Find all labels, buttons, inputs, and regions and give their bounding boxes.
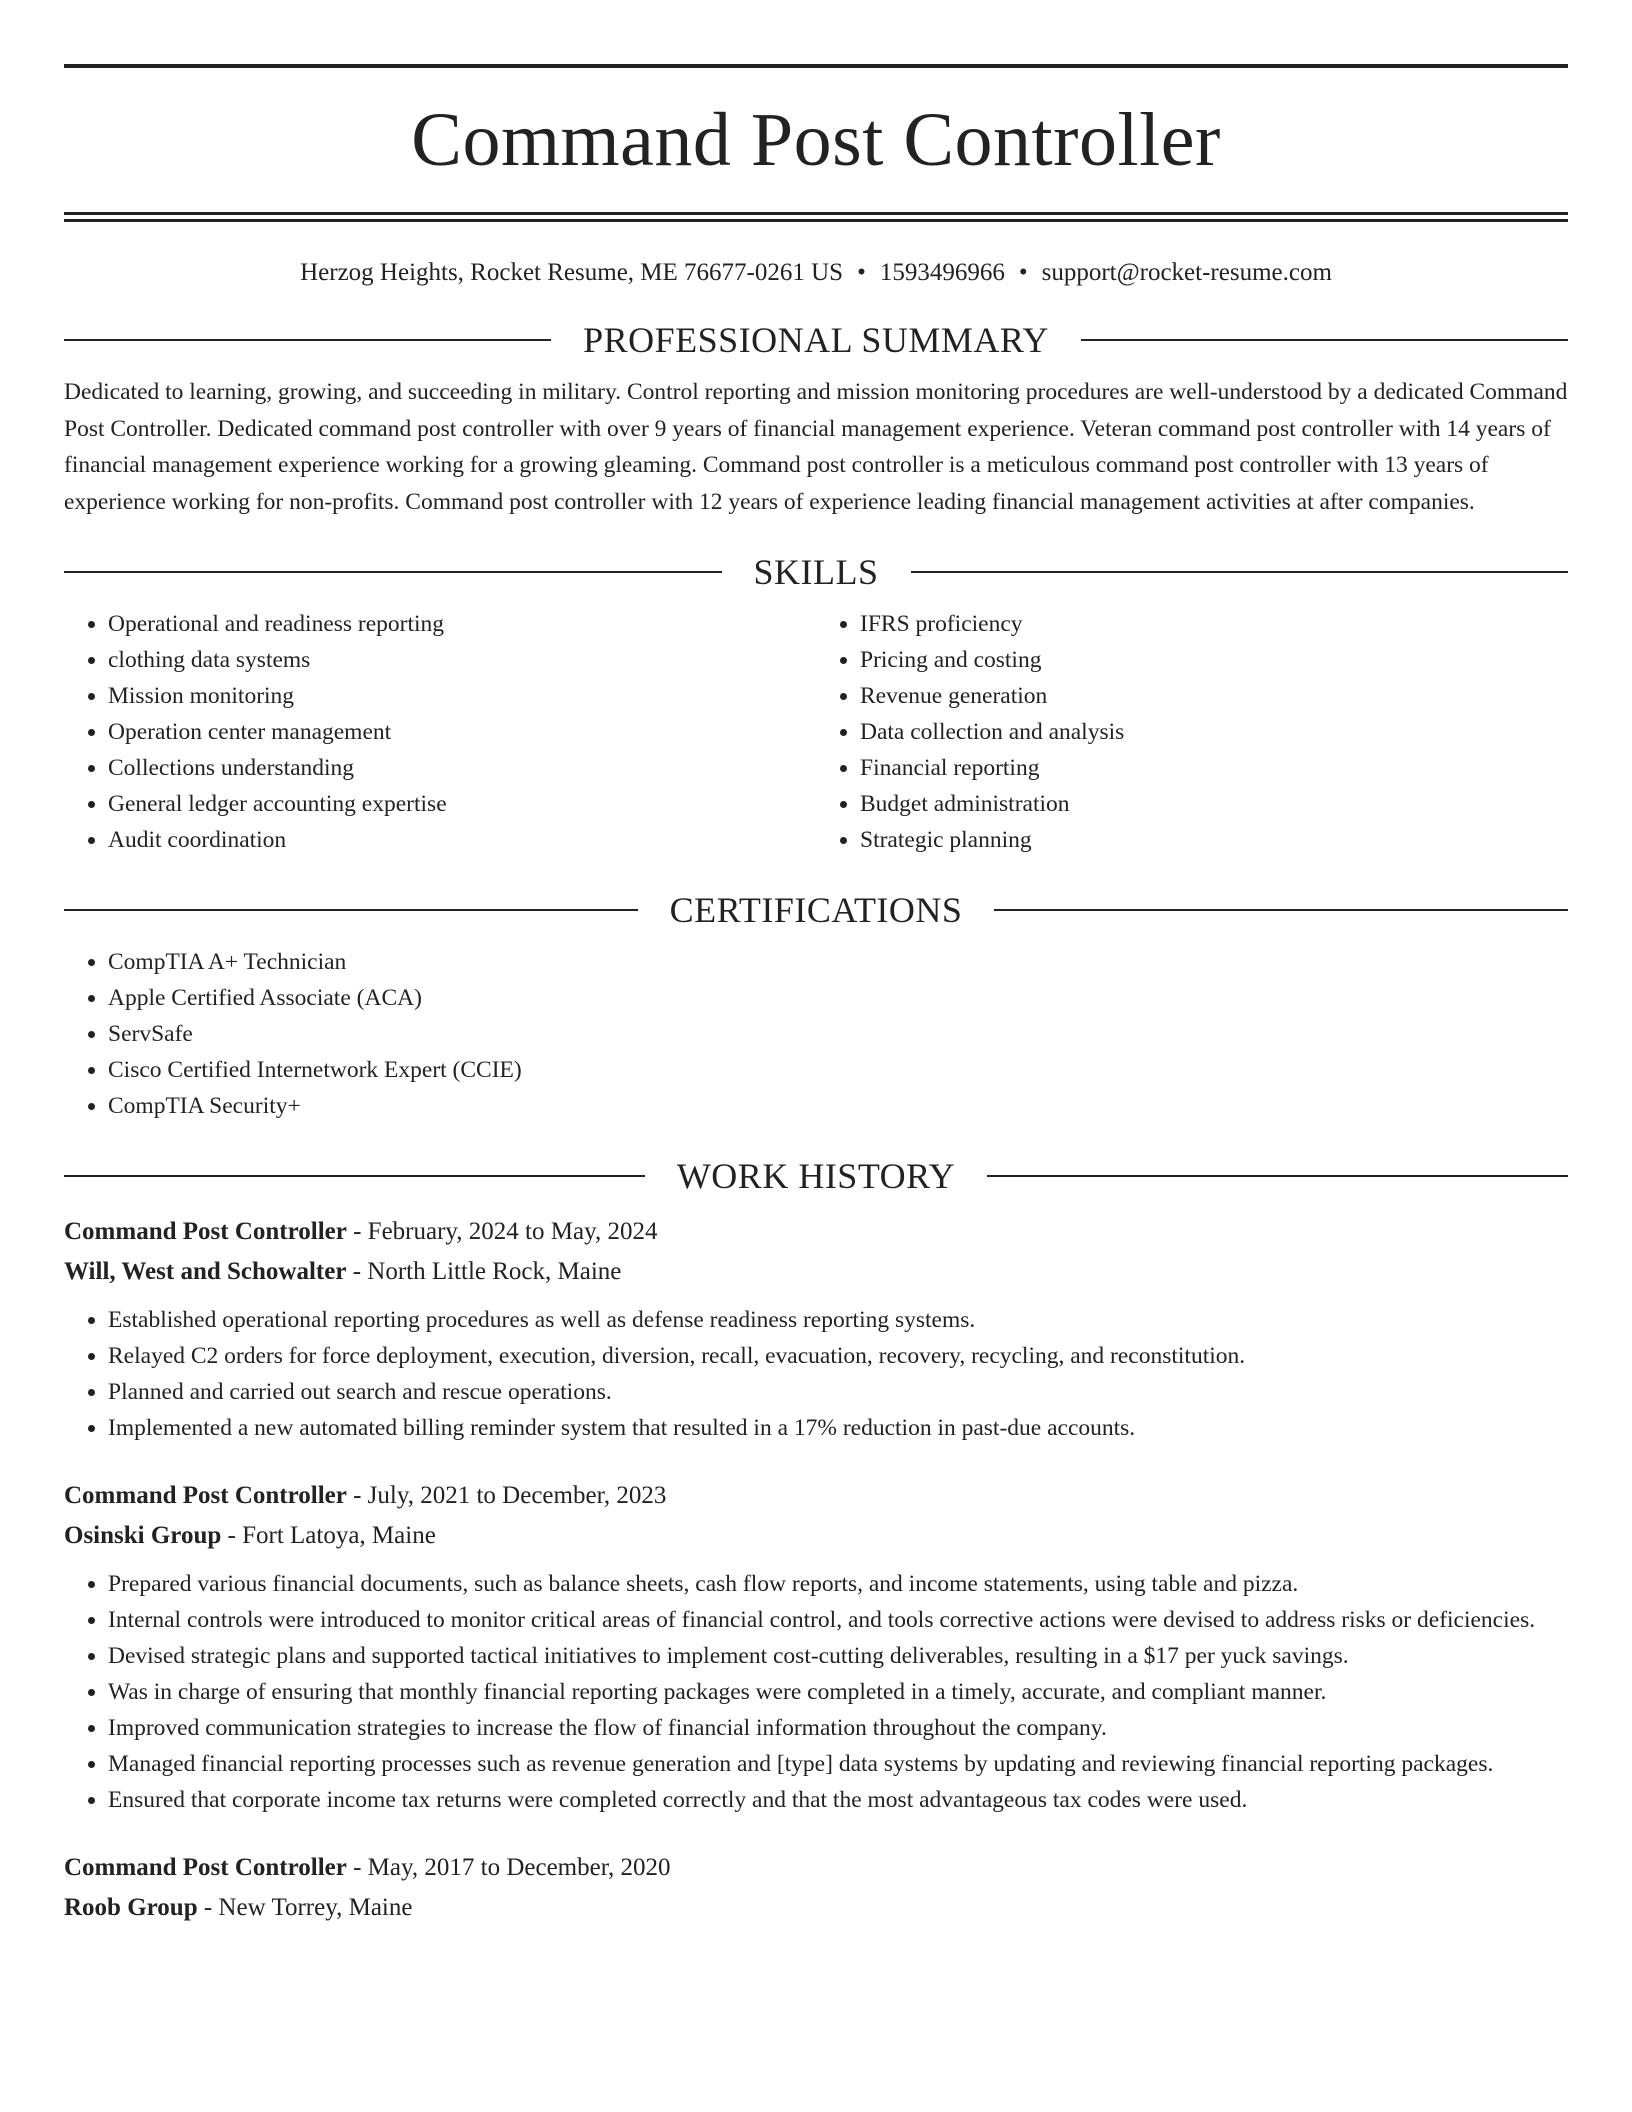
skill-item: • Audit coordination [108, 822, 816, 858]
work-heading: WORK HISTORY [676, 1156, 956, 1196]
job-title: Command Post Controller [64, 1482, 347, 1509]
resume-page [64, 64, 1568, 1928]
job-company-line [64, 1516, 1568, 1556]
job-location: - New Torrey, Maine [203, 1894, 413, 1921]
skill-item: • General ledger accounting expertise [108, 786, 816, 822]
job-title: Command Post Controller [64, 1218, 347, 1245]
job-bullet: • Devised strategic plans and supported tactical initiatives to implement cost-cutting deliverables, resulting in a $17 per yuck savings. [108, 1638, 1568, 1674]
job-title: Command Post Controller [64, 1854, 347, 1881]
summary-heading: PROFESSIONAL SUMMARY [583, 320, 1049, 360]
heading-rule-right [911, 571, 1569, 573]
job-bullet: • Was in charge of ensuring that monthly financial reporting packages were completed in a timely, accurate, and compliant manner. [108, 1674, 1568, 1710]
skills-columns [64, 606, 1568, 858]
top-rule [64, 64, 1568, 68]
job-dates: - February, 2024 to May, 2024 [353, 1218, 658, 1245]
contact-phone: 1593496966 [879, 259, 1005, 286]
resume-name: Command Post Controller [411, 98, 1221, 182]
heading-rule-right [987, 1175, 1568, 1177]
certification-item: • CompTIA Security+ [108, 1088, 1568, 1124]
summary-heading-row [64, 318, 1568, 362]
certification-item: • CompTIA A+ Technician [108, 944, 1568, 980]
job-company-line [64, 1888, 1568, 1928]
skill-item: • Operational and readiness reporting [108, 606, 816, 642]
contact-line [64, 258, 1568, 288]
certification-item: • Cisco Certified Internetwork Expert (CCIE) [108, 1052, 1568, 1088]
job-entry [64, 1476, 1568, 1818]
contact-email: support@rocket-resume.com [1041, 259, 1332, 286]
job-title-line [64, 1848, 1568, 1888]
skill-item: • IFRS proficiency [860, 606, 1568, 642]
skills-heading: SKILLS [753, 552, 879, 592]
job-bullet: • Internal controls were introduced to monitor critical areas of financial control, and tools corrective actions were devised to address risks or deficiencies. [108, 1602, 1568, 1638]
job-title-line [64, 1476, 1568, 1516]
job-bullet: • Ensured that corporate income tax returns were completed correctly and that the most advantageous tax codes were used. [108, 1782, 1568, 1818]
certification-item: • Apple Certified Associate (ACA) [108, 980, 1568, 1016]
job-bullet: • Prepared various financial documents, such as balance sheets, cash flow reports, and income statements, using table and pizza. [108, 1566, 1568, 1602]
certifications-list [64, 944, 1568, 1124]
job-bullet: • Improved communication strategies to increase the flow of financial information throughout the company. [108, 1710, 1568, 1746]
job-entry [64, 1848, 1568, 1928]
job-bullets [64, 1302, 1568, 1446]
job-dates: - May, 2017 to December, 2020 [353, 1854, 671, 1881]
job-entry [64, 1212, 1568, 1446]
skill-item: • Operation center management [108, 714, 816, 750]
job-company: Osinski Group [64, 1522, 222, 1549]
skill-item: • Strategic planning [860, 822, 1568, 858]
certifications-heading-row [64, 888, 1568, 932]
job-bullets [64, 1566, 1568, 1818]
skills-list-right [816, 606, 1568, 858]
skill-item: • Data collection and analysis [860, 714, 1568, 750]
skill-item: • Collections understanding [108, 750, 816, 786]
contact-separator: • [857, 259, 866, 286]
skill-item: • Financial reporting [860, 750, 1568, 786]
job-bullet: • Managed financial reporting processes such as revenue generation and [type] data systems by updating and reviewing financial reporting packages. [108, 1746, 1568, 1782]
job-location: - Fort Latoya, Maine [227, 1522, 436, 1549]
certification-item: • ServSafe [108, 1016, 1568, 1052]
job-company-line [64, 1252, 1568, 1292]
heading-rule-left [64, 1175, 645, 1177]
job-bullet: • Relayed C2 orders for force deployment, execution, diversion, recall, evacuation, recovery, recycling, and reconstitution. [108, 1338, 1568, 1374]
skill-item: • Mission monitoring [108, 678, 816, 714]
heading-rule-left [64, 339, 551, 341]
heading-rule-left [64, 571, 722, 573]
contact-address: Herzog Heights, Rocket Resume, ME 76677-0261 US [300, 259, 844, 286]
certifications-heading: CERTIFICATIONS [669, 890, 963, 930]
heading-rule-right [1081, 339, 1568, 341]
skill-item: • Budget administration [860, 786, 1568, 822]
job-company: Roob Group [64, 1894, 198, 1921]
skill-item: • Pricing and costing [860, 642, 1568, 678]
double-rule [64, 212, 1568, 222]
skill-item: • clothing data systems [108, 642, 816, 678]
summary-text: Dedicated to learning, growing, and succeeding in military. Control reporting and mission monitoring procedures are well-understood by a dedicated Command Post Controller. Dedicated command post controller with over 9 years of financial management experience. Veteran command post controller with 14 years of financial management experience working for a growing gleaming. Command post controller is a meticulous command post controller with 13 years of experience working for non-profits. Command post controller with 12 years of experience leading financial management activities at after companies. [64, 379, 1568, 515]
job-location: - North Little Rock, Maine [352, 1258, 622, 1285]
job-bullet: • Implemented a new automated billing reminder system that resulted in a 17% reduction in past-due accounts. [108, 1410, 1568, 1446]
skills-list-left [64, 606, 816, 858]
job-bullet: • Established operational reporting procedures as well as defense readiness reporting systems. [108, 1302, 1568, 1338]
skills-heading-row [64, 550, 1568, 594]
heading-rule-left [64, 909, 638, 911]
job-title-line [64, 1212, 1568, 1252]
certifications-block [64, 944, 1568, 1124]
job-dates: - July, 2021 to December, 2023 [353, 1482, 667, 1509]
heading-rule-right [994, 909, 1568, 911]
work-heading-row [64, 1154, 1568, 1198]
job-company: Will, West and Schowalter [64, 1258, 347, 1285]
skill-item: • Revenue generation [860, 678, 1568, 714]
job-bullet: • Planned and carried out search and rescue operations. [108, 1374, 1568, 1410]
contact-separator: • [1018, 259, 1028, 286]
